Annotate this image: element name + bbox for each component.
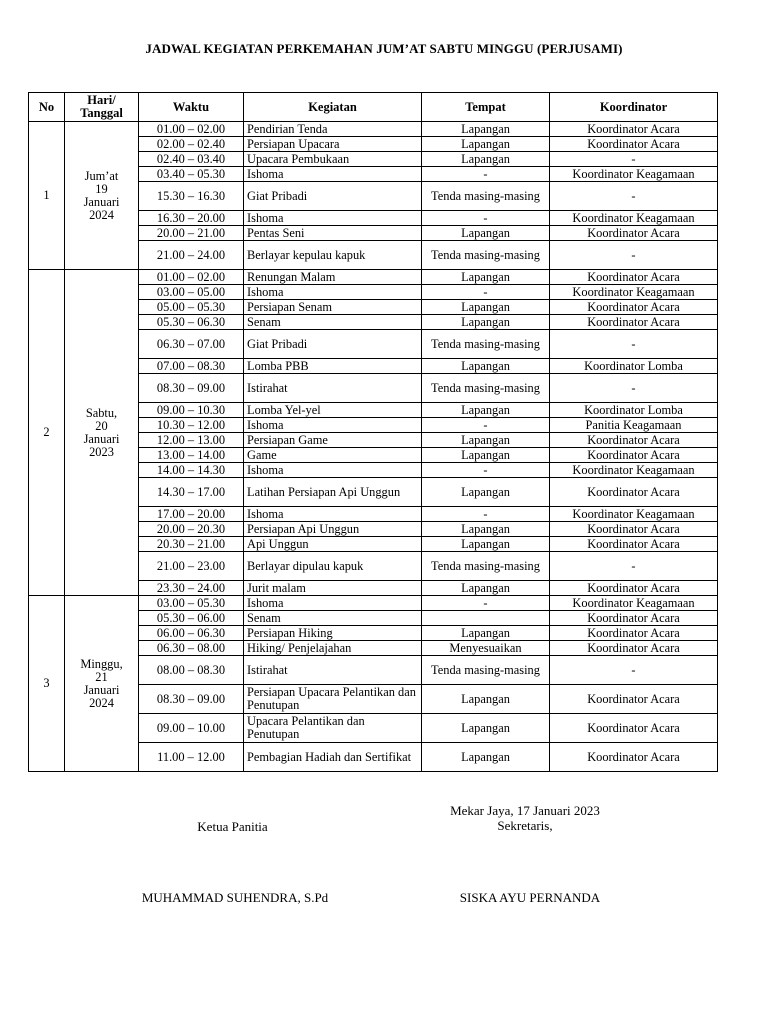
time-cell: 02.00 – 02.40 (139, 137, 244, 152)
day-date-line: 2024 (89, 207, 114, 222)
activity-cell: Jurit malam (244, 581, 422, 596)
place-cell: Lapangan (422, 152, 550, 167)
activity-cell: Lomba Yel-yel (244, 403, 422, 418)
activity-cell: Senam (244, 315, 422, 330)
coordinator-cell: - (550, 152, 718, 167)
document-title: JADWAL KEGIATAN PERKEMAHAN JUM’AT SABTU MINGGU (PERJUSAMI) (145, 41, 623, 56)
coordinator-cell: - (550, 656, 718, 685)
signature-left-name: MUHAMMAD SUHENDRA, S.Pd (141, 890, 329, 905)
day-date-line: 19 (95, 181, 108, 196)
coordinator-cell: Panitia Keagamaan (550, 418, 718, 433)
activity-cell: Upacara Pelantikan dan Penutupan (244, 714, 422, 743)
activity-cell: Ishoma (244, 167, 422, 182)
place-cell: Lapangan (422, 359, 550, 374)
place-cell (422, 611, 550, 626)
place-cell: Tenda masing-masing (422, 330, 550, 359)
time-cell: 05.30 – 06.00 (139, 611, 244, 626)
place-cell: Lapangan (422, 315, 550, 330)
time-cell: 06.30 – 08.00 (139, 641, 244, 656)
activity-cell: Giat Pribadi (244, 330, 422, 359)
time-cell: 17.00 – 20.00 (139, 507, 244, 522)
place-cell: Lapangan (422, 300, 550, 315)
day-date-line: Januari (83, 194, 120, 209)
day-date-line: 2023 (89, 444, 114, 459)
header-hari-tanggal: Hari/ Tanggal (65, 93, 139, 122)
time-cell: 14.30 – 17.00 (139, 478, 244, 507)
table-row (29, 270, 718, 285)
place-cell: - (422, 211, 550, 226)
coordinator-cell: Koordinator Acara (550, 137, 718, 152)
activity-cell: Game (244, 448, 422, 463)
day-date-line: Sabtu, (85, 405, 118, 420)
coordinator-cell: - (550, 241, 718, 270)
day-number-cell: 1 (29, 122, 65, 270)
activity-cell: Giat Pribadi (244, 182, 422, 211)
activity-cell: Persiapan Senam (244, 300, 422, 315)
header-kegiatan: Kegiatan (244, 93, 422, 122)
place-cell: Menyesuaikan (422, 641, 550, 656)
place-cell: Lapangan (422, 626, 550, 641)
schedule-body (29, 122, 718, 772)
activity-cell: Persiapan Upacara Pelantikan dan Penutupan (244, 685, 422, 714)
signature-right-role: Sekretaris, (497, 818, 553, 833)
coordinator-cell: Koordinator Keagamaan (550, 463, 718, 478)
place-cell: Lapangan (422, 522, 550, 537)
activity-cell: Berlayar dipulau kapuk (244, 552, 422, 581)
coordinator-cell: - (550, 552, 718, 581)
time-cell: 01.00 – 02.00 (139, 122, 244, 137)
activity-cell: Upacara Pembukaan (244, 152, 422, 167)
coordinator-cell: Koordinator Acara (550, 315, 718, 330)
coordinator-cell: Koordinator Keagamaan (550, 167, 718, 182)
coordinator-cell: Koordinator Acara (550, 300, 718, 315)
coordinator-cell: Koordinator Acara (550, 581, 718, 596)
coordinator-cell: Koordinator Lomba (550, 403, 718, 418)
coordinator-cell: Koordinator Acara (550, 448, 718, 463)
time-cell: 13.00 – 14.00 (139, 448, 244, 463)
day-date-line: 2024 (89, 695, 114, 710)
place-cell: Lapangan (422, 403, 550, 418)
place-cell: - (422, 507, 550, 522)
day-date-cell (65, 596, 139, 772)
header-waktu: Waktu (139, 93, 244, 122)
header-koordinator: Koordinator (550, 93, 718, 122)
signature-left-role: Ketua Panitia (197, 819, 268, 834)
day-number-cell: 2 (29, 270, 65, 596)
coordinator-cell: Koordinator Keagamaan (550, 596, 718, 611)
place-cell: - (422, 463, 550, 478)
time-cell: 06.30 – 07.00 (139, 330, 244, 359)
activity-cell: Persiapan Hiking (244, 626, 422, 641)
time-cell: 03.00 – 05.30 (139, 596, 244, 611)
activity-cell: Persiapan Upacara (244, 137, 422, 152)
activity-cell: Istirahat (244, 374, 422, 403)
place-cell: Lapangan (422, 537, 550, 552)
header-tempat: Tempat (422, 93, 550, 122)
time-cell: 05.00 – 05.30 (139, 300, 244, 315)
time-cell: 23.30 – 24.00 (139, 581, 244, 596)
place-cell: Tenda masing-masing (422, 552, 550, 581)
table-row (29, 122, 718, 137)
activity-cell: Pentas Seni (244, 226, 422, 241)
header-no: No (29, 93, 65, 122)
time-cell: 02.40 – 03.40 (139, 152, 244, 167)
coordinator-cell: - (550, 374, 718, 403)
place-cell: Lapangan (422, 448, 550, 463)
coordinator-cell: Koordinator Acara (550, 537, 718, 552)
place-cell: Lapangan (422, 581, 550, 596)
time-cell: 14.00 – 14.30 (139, 463, 244, 478)
place-cell: - (422, 596, 550, 611)
time-cell: 09.00 – 10.30 (139, 403, 244, 418)
coordinator-cell: Koordinator Keagamaan (550, 507, 718, 522)
activity-cell: Ishoma (244, 418, 422, 433)
table-header-row (29, 93, 718, 122)
day-number-cell: 3 (29, 596, 65, 772)
place-cell: - (422, 167, 550, 182)
activity-cell: Persiapan Api Unggun (244, 522, 422, 537)
time-cell: 06.00 – 06.30 (139, 626, 244, 641)
time-cell: 20.30 – 21.00 (139, 537, 244, 552)
place-cell: - (422, 285, 550, 300)
coordinator-cell: - (550, 330, 718, 359)
place-cell: Lapangan (422, 270, 550, 285)
signature-place-date: Mekar Jaya, 17 Januari 2023 (450, 803, 600, 818)
coordinator-cell: Koordinator Acara (550, 641, 718, 656)
activity-cell: Pembagian Hadiah dan Sertifikat (244, 743, 422, 772)
place-cell: Lapangan (422, 714, 550, 743)
place-cell: Lapangan (422, 743, 550, 772)
activity-cell: Pendirian Tenda (244, 122, 422, 137)
time-cell: 21.00 – 23.00 (139, 552, 244, 581)
activity-cell: Persiapan Game (244, 433, 422, 448)
place-cell: Lapangan (422, 137, 550, 152)
activity-cell: Istirahat (244, 656, 422, 685)
day-date-line: 21 (95, 669, 108, 684)
place-cell: Tenda masing-masing (422, 182, 550, 211)
activity-cell: Hiking/ Penjelajahan (244, 641, 422, 656)
activity-cell: Renungan Malam (244, 270, 422, 285)
coordinator-cell: Koordinator Acara (550, 626, 718, 641)
schedule-table (28, 92, 718, 772)
signature-right-name: SISKA AYU PERNANDA (459, 890, 601, 905)
coordinator-cell: - (550, 182, 718, 211)
activity-cell: Api Unggun (244, 537, 422, 552)
coordinator-cell: Koordinator Acara (550, 714, 718, 743)
place-cell: Lapangan (422, 433, 550, 448)
activity-cell: Latihan Persiapan Api Unggun (244, 478, 422, 507)
time-cell: 03.40 – 05.30 (139, 167, 244, 182)
coordinator-cell: Koordinator Acara (550, 522, 718, 537)
time-cell: 01.00 – 02.00 (139, 270, 244, 285)
coordinator-cell: Koordinator Acara (550, 611, 718, 626)
time-cell: 08.30 – 09.00 (139, 374, 244, 403)
day-date-line: Minggu, (80, 656, 123, 671)
activity-cell: Berlayar kepulau kapuk (244, 241, 422, 270)
place-cell: - (422, 418, 550, 433)
time-cell: 11.00 – 12.00 (139, 743, 244, 772)
time-cell: 20.00 – 21.00 (139, 226, 244, 241)
coordinator-cell: Koordinator Acara (550, 478, 718, 507)
coordinator-cell: Koordinator Acara (550, 743, 718, 772)
table-row (29, 596, 718, 611)
activity-cell: Ishoma (244, 285, 422, 300)
time-cell: 05.30 – 06.30 (139, 315, 244, 330)
coordinator-cell: Koordinator Acara (550, 226, 718, 241)
time-cell: 21.00 – 24.00 (139, 241, 244, 270)
place-cell: Lapangan (422, 226, 550, 241)
activity-cell: Lomba PBB (244, 359, 422, 374)
place-cell: Lapangan (422, 122, 550, 137)
coordinator-cell: Koordinator Acara (550, 433, 718, 448)
time-cell: 16.30 – 20.00 (139, 211, 244, 226)
activity-cell: Ishoma (244, 596, 422, 611)
time-cell: 08.00 – 08.30 (139, 656, 244, 685)
day-date-line: Januari (83, 682, 120, 697)
day-date-cell (65, 270, 139, 596)
activity-cell: Senam (244, 611, 422, 626)
time-cell: 08.30 – 09.00 (139, 685, 244, 714)
time-cell: 10.30 – 12.00 (139, 418, 244, 433)
coordinator-cell: Koordinator Acara (550, 685, 718, 714)
coordinator-cell: Koordinator Acara (550, 270, 718, 285)
coordinator-cell: Koordinator Keagamaan (550, 285, 718, 300)
day-date-cell (65, 122, 139, 270)
activity-cell: Ishoma (244, 507, 422, 522)
coordinator-cell: Koordinator Lomba (550, 359, 718, 374)
place-cell: Tenda masing-masing (422, 656, 550, 685)
place-cell: Lapangan (422, 685, 550, 714)
time-cell: 09.00 – 10.00 (139, 714, 244, 743)
place-cell: Tenda masing-masing (422, 374, 550, 403)
time-cell: 12.00 – 13.00 (139, 433, 244, 448)
place-cell: Lapangan (422, 478, 550, 507)
day-date-line: Januari (83, 431, 120, 446)
day-date-line: 20 (95, 418, 108, 433)
coordinator-cell: Koordinator Keagamaan (550, 211, 718, 226)
day-date-line: Jum’at (84, 168, 119, 183)
time-cell: 15.30 – 16.30 (139, 182, 244, 211)
time-cell: 20.00 – 20.30 (139, 522, 244, 537)
time-cell: 03.00 – 05.00 (139, 285, 244, 300)
place-cell: Tenda masing-masing (422, 241, 550, 270)
time-cell: 07.00 – 08.30 (139, 359, 244, 374)
coordinator-cell: Koordinator Acara (550, 122, 718, 137)
activity-cell: Ishoma (244, 463, 422, 478)
activity-cell: Ishoma (244, 211, 422, 226)
